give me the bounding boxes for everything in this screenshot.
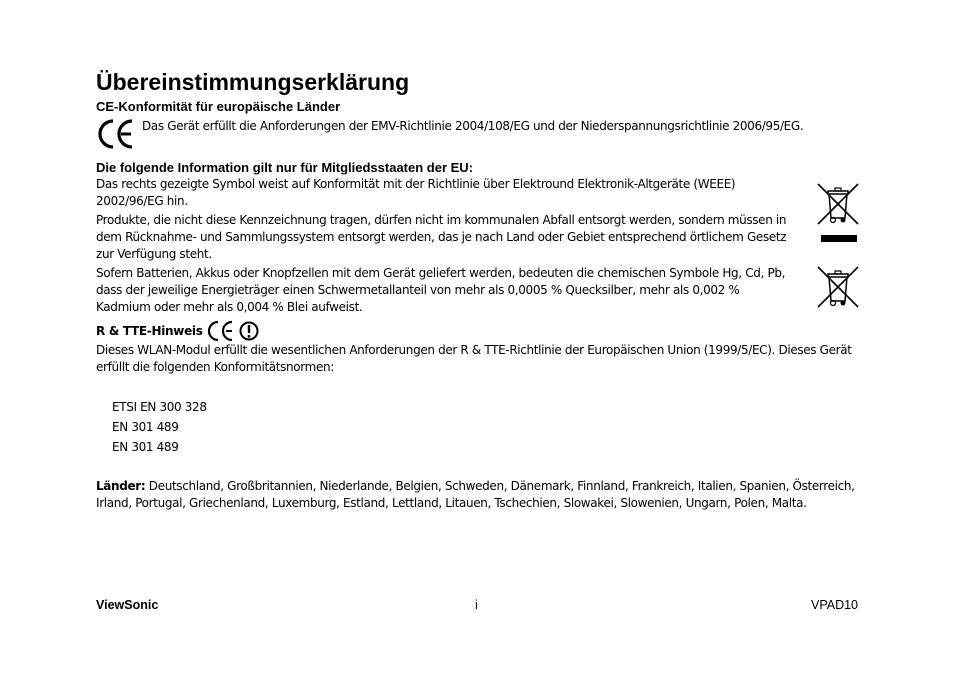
weee-paragraph: Das rechts gezeigte Symbol weist auf Konformität mit der Richtlinie über Elektround Elektronik-Altgeräte (WEEE) 2002/96/EG hin. bbox=[96, 177, 736, 208]
ce-alert-mark bbox=[207, 320, 261, 342]
countries-text: Deutschland, Großbritannien, Niederlande, Belgien, Schweden, Dänemark, Finnland, Frankreich, Italien, Spanien, Österreich, Irland, Portugal, Griechenland, Luxemburg, Estland, Lettland, Litauen, Tschechien, Slowakei, Slowenien, Ungarn, Polen, Malta. bbox=[96, 479, 855, 510]
ce-section-heading: CE-Konformität für europäische Länder bbox=[96, 99, 341, 114]
ce-statement bbox=[96, 118, 858, 152]
weee-paragraphs bbox=[96, 176, 796, 316]
countries-label: Länder: bbox=[96, 479, 146, 493]
rtte-heading: R & TTE-Hinweis bbox=[96, 324, 203, 338]
list-item: EN 301 489 bbox=[112, 440, 179, 454]
page-title: Übereinstimmungserklärung bbox=[96, 69, 410, 95]
footer-page-number: i bbox=[475, 598, 478, 612]
weee-underline-bar bbox=[821, 235, 857, 242]
countries-paragraph bbox=[96, 478, 858, 512]
list-item: EN 301 489 bbox=[112, 420, 179, 434]
crossed-out-wheelie-bin-icon bbox=[816, 182, 860, 226]
ce-mark-icon bbox=[209, 322, 218, 340]
rtte-text: Dieses WLAN-Modul erfüllt die wesentlichen Anforderungen der R & TTE-Richtlinie der Europäischen Union (1999/5/EC). Dieses Gerät erfüllt die folgenden Konformitätsnormen: bbox=[96, 343, 852, 374]
list-item: ETSI EN 300 328 bbox=[112, 400, 207, 414]
rtte-heading-row bbox=[96, 320, 858, 342]
standards-list bbox=[112, 397, 858, 457]
battery-paragraph: Sofern Batterien, Akkus oder Knopfzellen mit dem Gerät geliefert werden, bedeuten die chemischen Symbole Hg, Cd, Pb, dass der jeweilige Energieträger einen Schwermetallanteil von mehr als 0,0005 % Quecksilber, mehr als 0,002 % Kadmium oder mehr als 0,004 % Blei aufweist. bbox=[96, 266, 786, 314]
document-page bbox=[96, 68, 858, 512]
disposal-paragraph: Produkte, die nicht diese Kennzeichnung tragen, dürfen nicht im kommunalen Abfall entsorgt werden, sondern müssen in dem Rücknahme- und Sammlungssystem entsorgt werden, das je nach Land oder Gebiet entsprechend örtlichem Gesetz zur Verfügung steht. bbox=[96, 213, 787, 261]
ce-mark-icon bbox=[96, 118, 136, 150]
page-footer bbox=[96, 598, 858, 616]
footer-model: VPAD10 bbox=[810, 598, 858, 612]
footer-brand: ViewSonic bbox=[96, 598, 159, 612]
crossed-out-battery-bin-icon bbox=[816, 265, 860, 309]
eu-section-heading: Die folgende Information gilt nur für Mitgliedsstaaten der EU: bbox=[96, 160, 474, 175]
ce-statement-text: Das Gerät erfüllt die Anforderungen der EMV-Richtlinie 2004/108/EG und der Niederspannungsrichtlinie 2006/95/EG. bbox=[142, 119, 804, 133]
